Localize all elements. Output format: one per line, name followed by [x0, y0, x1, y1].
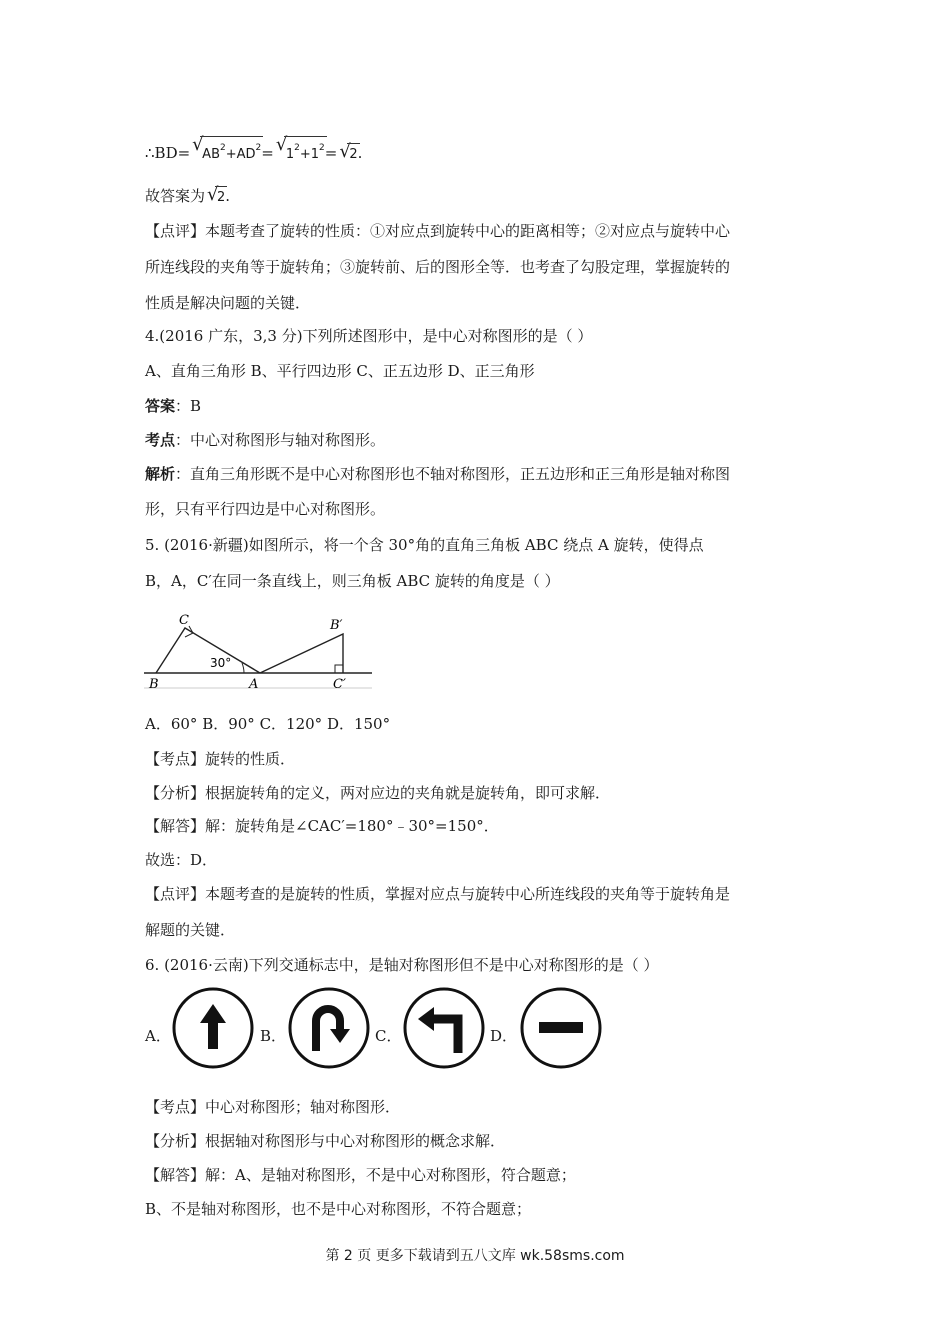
answer-prefix: 故答案为: [145, 187, 206, 205]
q4-keypoint: [145, 430, 385, 450]
q5-triangle-figure: [140, 608, 380, 694]
comment3-line-c: 性质是解决问题的关键．: [145, 294, 311, 312]
q4-stem: 4.(2016 广东，3,3 分)下列所述图形中，是中心对称图形的是（ ）: [145, 327, 593, 345]
triangle-ab-c: [260, 634, 343, 673]
q4-analysis-a: [145, 464, 730, 484]
radical-1-1: √ $1^2+1^2$: [275, 134, 325, 162]
rad-1b: +1: [299, 147, 320, 162]
q6-solution: 【解答】解：A、是轴对称图形，不是中心对称图形，符合题意；: [145, 1166, 576, 1184]
eq2: =: [324, 144, 338, 162]
q5-comment-a: 【点评】本题考查的是旋转的性质，掌握对应点与旋转中心所连线段的夹角等于旋转角是: [145, 885, 731, 903]
comment3-line-b: 所连线段的夹角等于旋转角；③旋转前、后的图形全等．也考查了勾股定理，掌握旋转的: [145, 258, 731, 276]
q4-answer-value: ：B: [175, 397, 202, 415]
radical-ab-ad: √ $AB^2+AD^2$: [192, 134, 262, 162]
q5-solution: 【解答】解：旋转角是∠CAC′=180°﹣30°=150°．: [145, 817, 499, 835]
q5-comment-b: 解题的关键．: [145, 921, 236, 939]
answer-end: .: [225, 187, 231, 205]
q4-answer-label: 答案: [145, 397, 176, 415]
rad-2: 2: [349, 147, 358, 162]
q4-analysis-text: ：直角三角形既不是中心对称图形也不轴对称图形，正五边形和正三角形是轴对称图: [175, 465, 731, 483]
u-turn-sign-icon: [285, 985, 375, 1071]
q5-stem-a: 5. (2016·新疆)如图所示，将一个含 30°角的直角三角板 ABC 绕点 A 旋转，使得点: [145, 536, 704, 554]
q6-analysis: 【分析】根据轴对称图形与中心对称图形的概念求解．: [145, 1132, 506, 1150]
label-30: 30°: [210, 656, 232, 670]
q5-options: A．60° B．90° C．120° D．150°: [145, 715, 391, 733]
q5-keypoint: 【考点】旋转的性质．: [145, 750, 296, 768]
answer-radical: √ 2: [207, 184, 226, 205]
answer-rad-2: 2: [217, 190, 226, 205]
q5-choice: 故选：D．: [145, 851, 218, 869]
comment3-line-a: 【点评】本题考查了旋转的性质：①对应点到旋转中心的距离相等；②对应点与旋转中心: [145, 222, 731, 240]
label-c: C: [179, 613, 189, 628]
bd-prefix: ∴BD=: [145, 144, 191, 162]
q6-option-b: B、不是轴对称图形，也不是中心对称图形，不符合题意；: [145, 1200, 532, 1218]
label-a: A: [249, 677, 259, 692]
q6-label-c: C．: [375, 1027, 402, 1045]
q4-analysis-label: 解析: [145, 465, 176, 483]
q4-keypoint-label: 考点: [145, 431, 176, 449]
straight-arrow-sign-icon: [170, 985, 260, 1071]
triangle-abc: [156, 628, 260, 673]
q6-signs-row: [145, 985, 615, 1075]
bd-formula: [145, 134, 363, 165]
no-entry-sign-icon: [517, 985, 607, 1071]
rad-ad: +AD: [225, 147, 256, 162]
q5-analysis: 【分析】根据旋转角的定义，两对应边的夹角就是旋转角，即可求解．: [145, 784, 611, 802]
q6-keypoint: 【考点】中心对称图形；轴对称图形．: [145, 1098, 401, 1116]
q6-stem: 6. (2016·云南)下列交通标志中，是轴对称图形但不是中心对称图形的是（ ）: [145, 956, 659, 974]
eq1: =: [261, 144, 274, 162]
q6-label-a: A．: [145, 1027, 171, 1045]
q5-stem-b: B，A，C′在同一条直线上，则三角板 ABC 旋转的角度是（ ）: [145, 572, 560, 590]
q4-options: A、直角三角形 B、平行四边形 C、正五边形 D、正三角形: [145, 362, 535, 380]
q6-label-b: B．: [260, 1027, 287, 1045]
answer-line: [145, 186, 230, 208]
page-footer: 第 2 页 更多下载请到五八文库 wk.58sms.com: [325, 1248, 625, 1264]
q4-answer: [145, 396, 201, 416]
label-bp: B′: [330, 618, 343, 633]
left-turn-sign-icon: [400, 985, 490, 1071]
label-b: B: [149, 677, 159, 692]
q6-label-d: D．: [490, 1027, 518, 1045]
rad-1a: 1: [285, 147, 295, 162]
label-cp: C′: [333, 677, 346, 692]
bd-end: .: [357, 144, 363, 162]
rad-ab: AB: [202, 147, 220, 162]
radical-2: √ 2: [339, 141, 358, 162]
q4-analysis-b: 形，只有平行四边是中心对称图形。: [145, 500, 386, 518]
q4-keypoint-value: ：中心对称图形与轴对称图形。: [175, 431, 386, 449]
